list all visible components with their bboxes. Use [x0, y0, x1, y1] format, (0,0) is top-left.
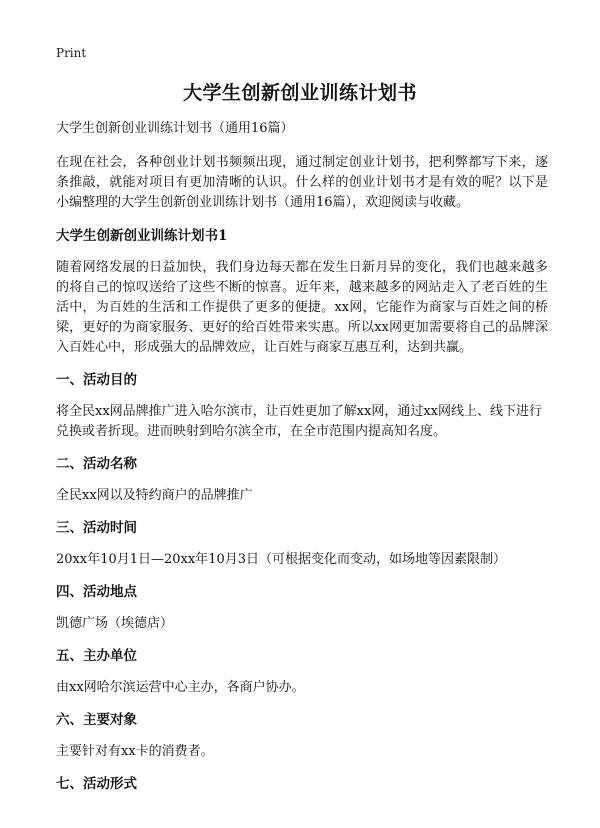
print-label[interactable]: Print	[56, 46, 87, 60]
section-body: 将全民xx网品牌推广进入哈尔滨市，让百姓更加了解xx网，通过xx网线上、线下进行兑换或者折现。进而映射到哈尔滨全市，在全市范围内提高知名度。	[56, 404, 542, 439]
section-heading: 一、活动目的	[56, 372, 137, 388]
section-purpose	[56, 370, 548, 442]
section-organizer	[56, 646, 548, 698]
section-format	[56, 774, 548, 794]
section-heading: 五、主办单位	[56, 648, 137, 664]
section-heading: 四、活动地点	[56, 584, 137, 600]
section-location	[56, 582, 548, 634]
body-paragraph: 随着网络发展的日益加快，我们身边每天都在发生日新月异的变化，我们也越来越多的将自己的惊叹送给了这些不断的惊喜。近年来，越来越多的网站走入了老百姓的生活中，为百姓的生活和工作提供了更多的便捷。xx网，它能作为商家与百姓之间的桥梁，更好的为商家服务、更好的给百姓带来实惠。所以xx网更加需要将自己的品牌深入百姓心中，形成强大的品牌效应，让百姓与商家互惠互利，达到共赢。	[56, 260, 548, 355]
section-body: 20xx年10月1日—20xx年10月3日（可根据变化而变动，如场地等因素限制）	[56, 552, 507, 567]
section-body: 主要针对有xx卡的消费者。	[56, 744, 214, 759]
document-title: 大学生创新创业训练计划书	[182, 82, 417, 104]
plan-sub-heading: 大学生创新创业训练计划书1	[56, 228, 228, 244]
document-subtitle: 大学生创新创业训练计划书（通用16篇）	[56, 121, 294, 136]
section-heading: 三、活动时间	[56, 520, 137, 536]
section-body: 全民xx网以及特约商户的品牌推广	[56, 488, 253, 503]
section-body: 凯德广场（埃德店）	[56, 616, 174, 631]
section-name	[56, 454, 548, 506]
document-content	[56, 119, 548, 806]
intro-paragraph: 在现在社会，各种创业计划书频频出现，通过制定创业计划书，把利弊都写下来，逐条推敲，就能对项目有更加清晰的认识。什么样的创业计划书才是有效的呢？以下是小编整理的大学生创新创业训练计划书（通用16篇），欢迎阅读与收藏。	[56, 155, 548, 210]
section-heading: 七、活动形式	[56, 776, 137, 792]
section-time	[56, 518, 548, 570]
section-heading: 二、活动名称	[56, 456, 137, 472]
section-heading: 六、主要对象	[56, 712, 137, 728]
section-body: 由xx网哈尔滨运营中心主办，各商户协办。	[56, 680, 305, 695]
section-audience	[56, 710, 548, 762]
